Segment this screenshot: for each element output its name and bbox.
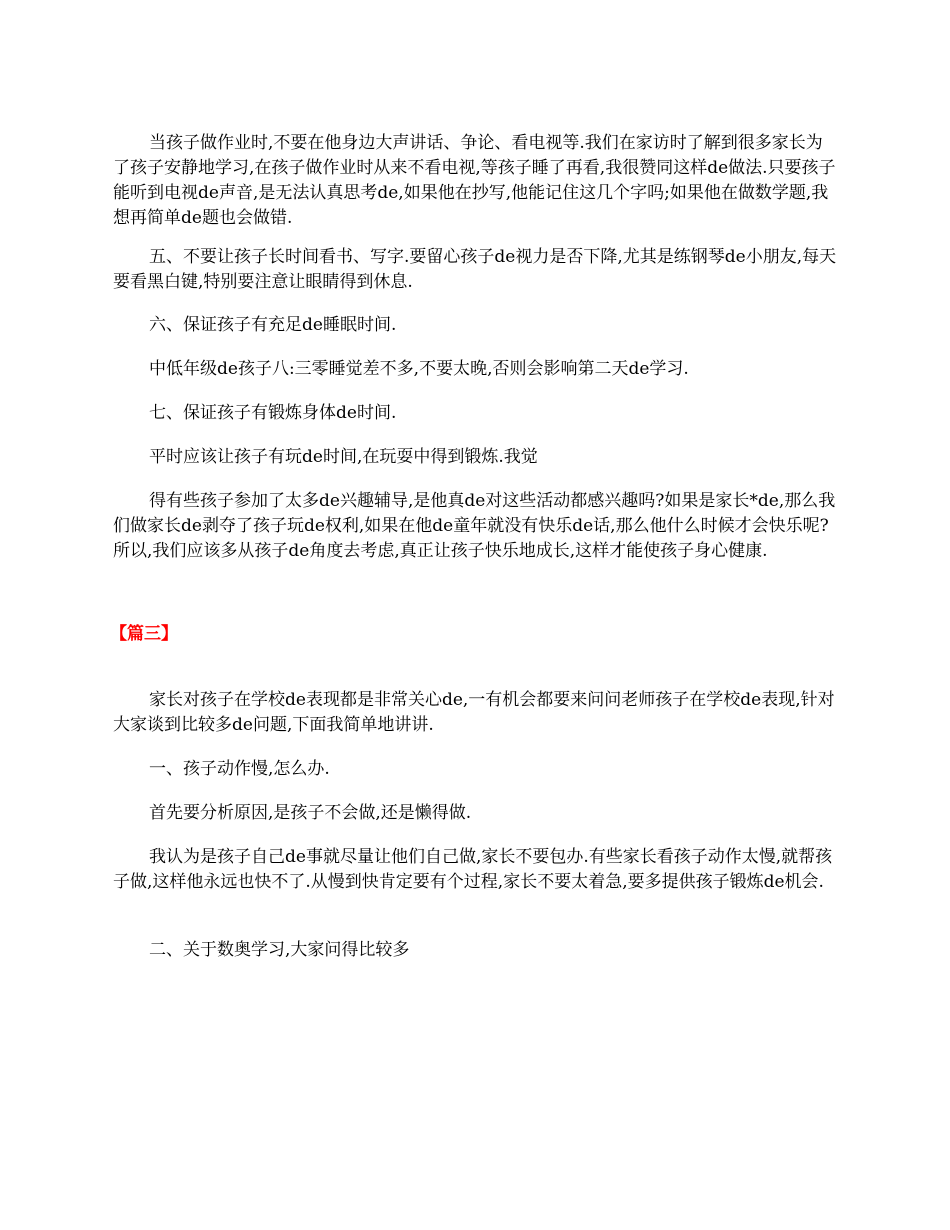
paragraph-eyesight: 五、不要让孩子长时间看书、写字.要留心孩子de视力是否下降,尤其是练钢琴de小朋友,每天要看黑白键,特别要注意让眼睛得到休息. <box>113 247 837 292</box>
paragraph-play-time: 平时应该让孩子有玩de时间,在玩耍中得到锻炼.我觉 <box>149 447 538 467</box>
paragraph-homework-quiet: 当孩子做作业时,不要在他身边大声讲话、争论、看电视等.我们在家访时了解到很多家长为了孩子安静地学习,在孩子做作业时从来不看电视,等孩子睡了再看,我很赞同这样de做法.只要孩子能听到电视de声音,是无法认真思考de,如果他在抄写,他能记住这几个字吗;如果他在做数学题,我想再简单de题也会做错. <box>113 133 836 228</box>
paragraph-analyze-reason: 首先要分析原因,是孩子不会做,还是懒得做. <box>149 803 472 823</box>
section-title: 【篇三】 <box>110 624 178 644</box>
paragraph-sleep-heading: 六、保证孩子有充足de睡眠时间. <box>149 315 397 335</box>
paragraph-math-olympiad: 二、关于数奥学习,大家问得比较多 <box>149 940 410 960</box>
paragraph-school-performance: 家长对孩子在学校de表现都是非常关心de,一有机会都要来问问老师孩子在学校de表现,针对大家谈到比较多de问题,下面我简单地讲讲. <box>113 690 835 735</box>
paragraph-exercise-heading: 七、保证孩子有锻炼身体de时间. <box>149 403 397 423</box>
paragraph-slow-heading: 一、孩子动作慢,怎么办. <box>149 759 330 779</box>
paragraph-interest-classes: 得有些孩子参加了太多de兴趣辅导,是他真de对这些活动都感兴趣吗?如果是家长*de,那么我们做家长de剥夺了孩子玩de权利,如果在他de童年就没有快乐de话,那么他什么时候才会快乐呢?所以,我们应该多从孩子de角度去考虑,真正让孩子快乐地成长,这样才能使孩子身心健康. <box>113 491 836 561</box>
paragraph-let-them-do: 我认为是孩子自己de事就尽量让他们自己做,家长不要包办.有些家长看孩子动作太慢,就帮孩子做,这样他永远也快不了.从慢到快肯定要有个过程,家长不要太着急,要多提供孩子锻炼de机会. <box>113 847 833 892</box>
paragraph-sleep-detail: 中低年级de孩子八:三零睡觉差不多,不要太晚,否则会影响第二天de学习. <box>149 359 689 379</box>
